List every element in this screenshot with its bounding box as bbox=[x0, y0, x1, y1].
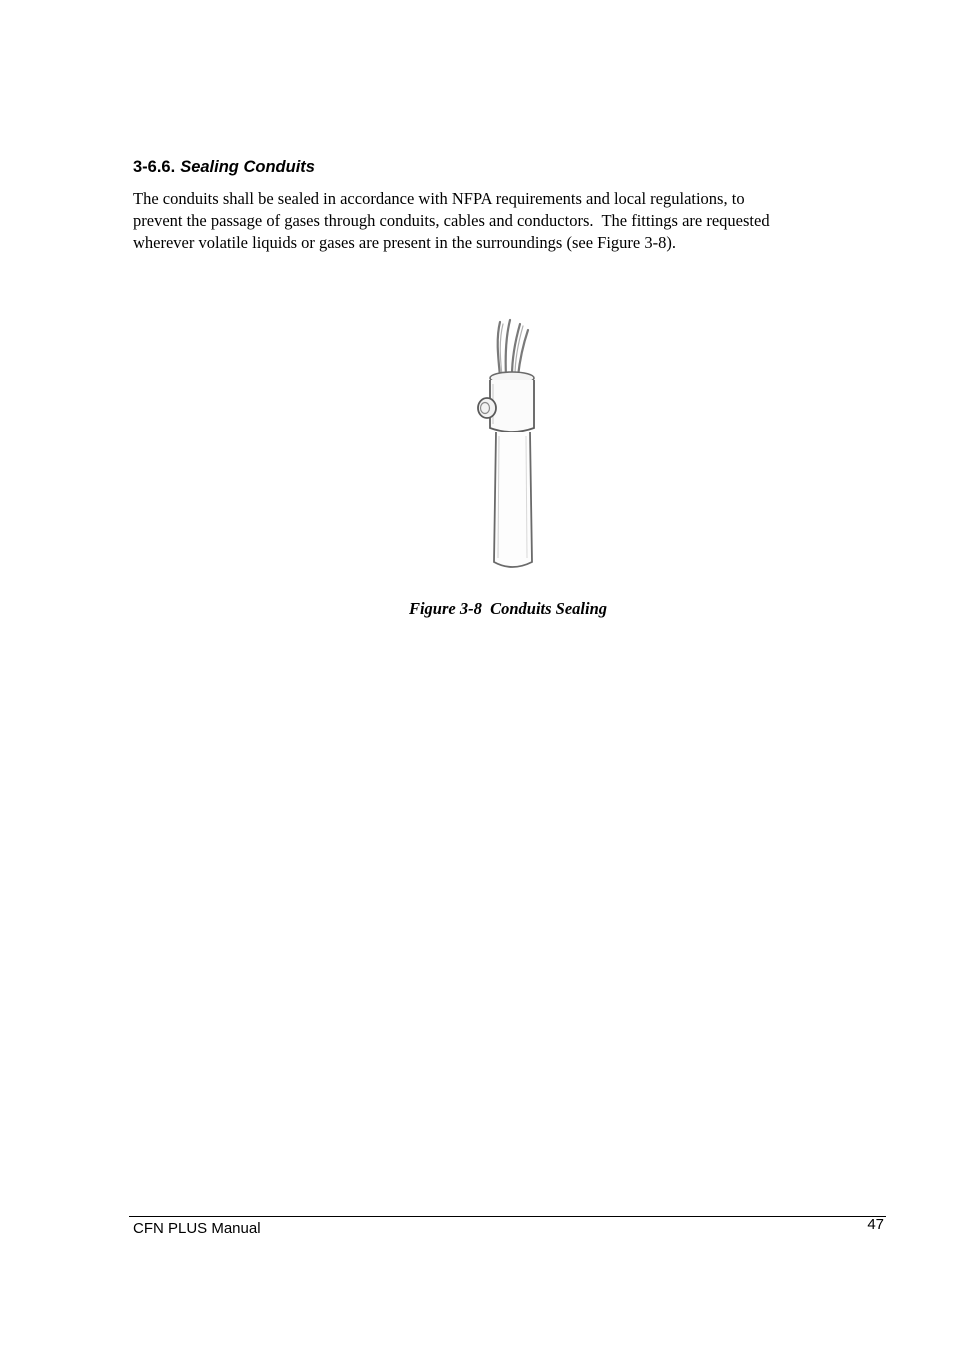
body-paragraph bbox=[133, 188, 873, 254]
footer-divider bbox=[129, 1216, 886, 1217]
conduit-sealing-illustration bbox=[462, 312, 552, 574]
body-line: wherever volatile liquids or gases are present in the surroundings (see Figure 3-8). bbox=[133, 233, 676, 252]
body-line: prevent the passage of gases through conduits, cables and conductors. The fittings are requested bbox=[133, 211, 770, 230]
conduit-sealing-figure bbox=[462, 312, 552, 574]
body-line: The conduits shall be sealed in accordance with NFPA requirements and local regulations, to bbox=[133, 189, 745, 208]
footer-page-number: 47 bbox=[867, 1216, 884, 1233]
section-title: Sealing Conduits bbox=[180, 158, 315, 176]
section-heading bbox=[133, 157, 315, 177]
section-number: 3-6.6. bbox=[133, 158, 176, 176]
footer-manual-title: CFN PLUS Manual bbox=[133, 1220, 261, 1237]
figure-caption: Figure 3-8 Conduits Sealing bbox=[408, 599, 608, 618]
